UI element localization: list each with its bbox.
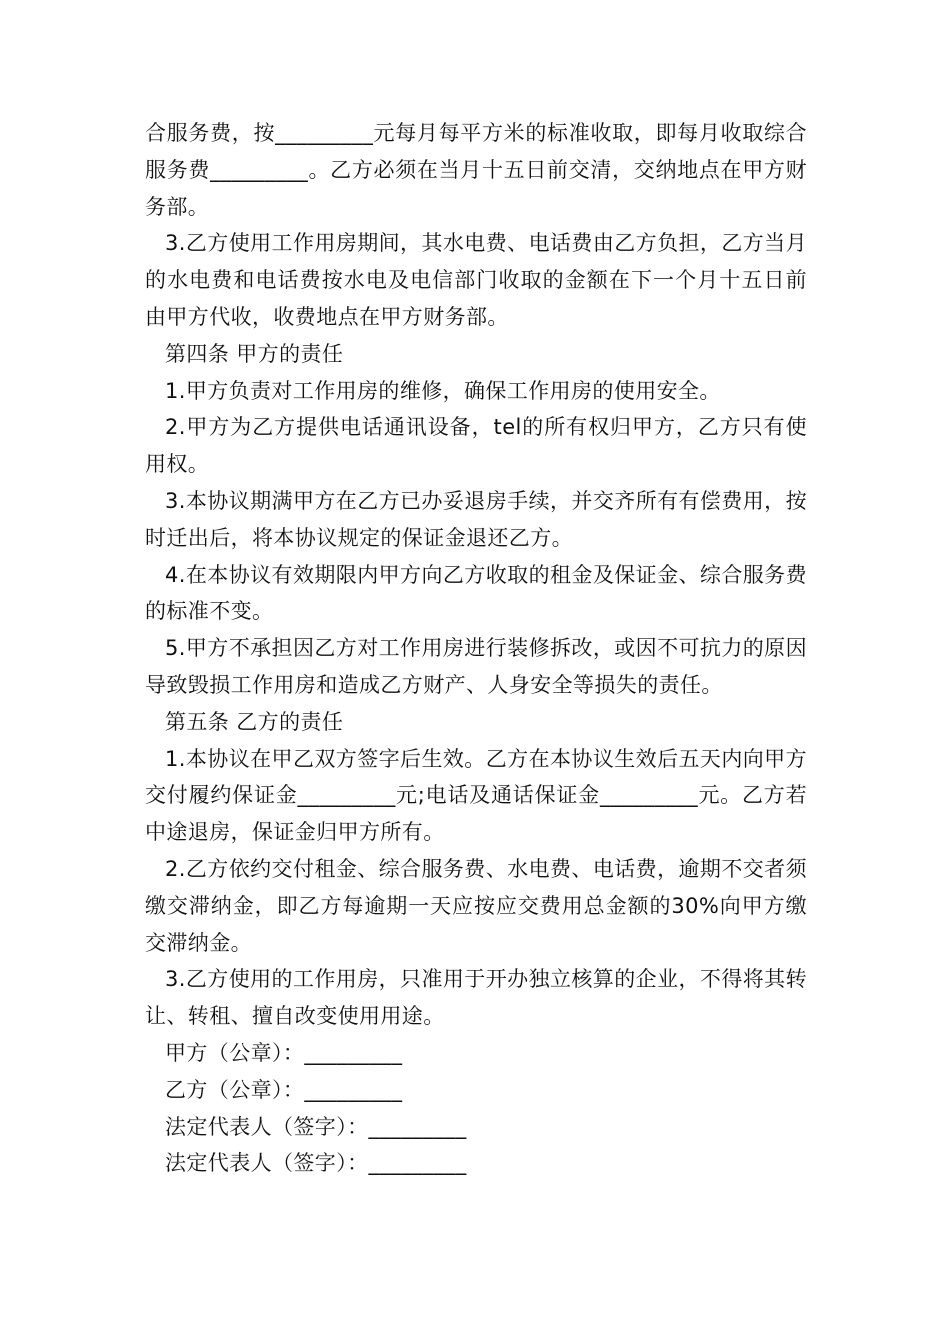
paragraph-a-liability: 5.甲方不承担因乙方对工作用房进行装修拆改，或因不可抗力的原因导致毁损工作用房和造成乙方财产、人身安全等损失的责任。 [145,636,807,697]
signature-line-legal-rep-b [145,1145,807,1182]
paragraph-service-fee: 合服务费，按_________元每月每平方米的标准收取，即每月收取综合服务费_________。乙方必须在当月十五日前交清，交纳地点在甲方财务部。 [145,121,807,219]
signature-line-party-b [145,1072,807,1109]
signature-blank: _________ [304,1077,403,1102]
paragraph-a-fee-standard: 4.在本协议有效期限内甲方向乙方收取的租金及保证金、综合服务费的标准不变。 [145,562,807,624]
signature-label: 乙方（公章）： [165,1077,305,1102]
paragraph-a-phone: 2.甲方为乙方提供电话通讯设备，tel的所有权归甲方，乙方只有使用权。 [145,415,807,477]
paragraph-b-effective: 1.本协议在甲乙双方签字后生效。乙方在本协议生效后五天内向甲方交付履约保证金_________元;电话及通话保证金_________元。乙方若中途退房，保证金归甲方所有。 [145,746,807,845]
signature-line-legal-rep-a [145,1109,807,1146]
signature-label: 法定代表人（签字）： [165,1151,369,1176]
signature-label: 甲方（公章）： [165,1040,305,1065]
section-heading-party-a: 第四条 甲方的责任 [165,341,344,366]
signature-blank: _________ [304,1040,403,1065]
document-body [145,115,807,1182]
section-heading-party-b: 第五条 乙方的责任 [165,709,344,734]
signature-blank: _________ [368,1151,467,1176]
paragraph-b-usage: 3.乙方使用的工作用房，只准用于开办独立核算的企业，不得将其转让、转租、擅自改变使用用途。 [145,967,807,1029]
signature-line-party-a [145,1035,807,1072]
signature-blank: _________ [368,1114,467,1139]
paragraph-b-late-fee: 2.乙方依约交付租金、综合服务费、水电费、电话费，逾期不交者须缴交滞纳金，即乙方每逾期一天应按应交费用总金额的30%向甲方缴交滞纳金。 [145,856,807,955]
paragraph-a-deposit-return: 3.本协议期满甲方在乙方已办妥退房手续，并交齐所有有偿费用，按时迁出后，将本协议规定的保证金退还乙方。 [145,488,807,550]
paragraph-a-maintenance: 1.甲方负责对工作用房的维修，确保工作用房的使用安全。 [165,378,721,403]
signature-label: 法定代表人（签字）： [165,1114,369,1139]
paragraph-utility-fees: 3.乙方使用工作用房期间，其水电费、电话费由乙方负担，乙方当月的水电费和电话费按水电及电信部门收取的金额在下一个月十五日前由甲方代收，收费地点在甲方财务部。 [145,231,807,329]
